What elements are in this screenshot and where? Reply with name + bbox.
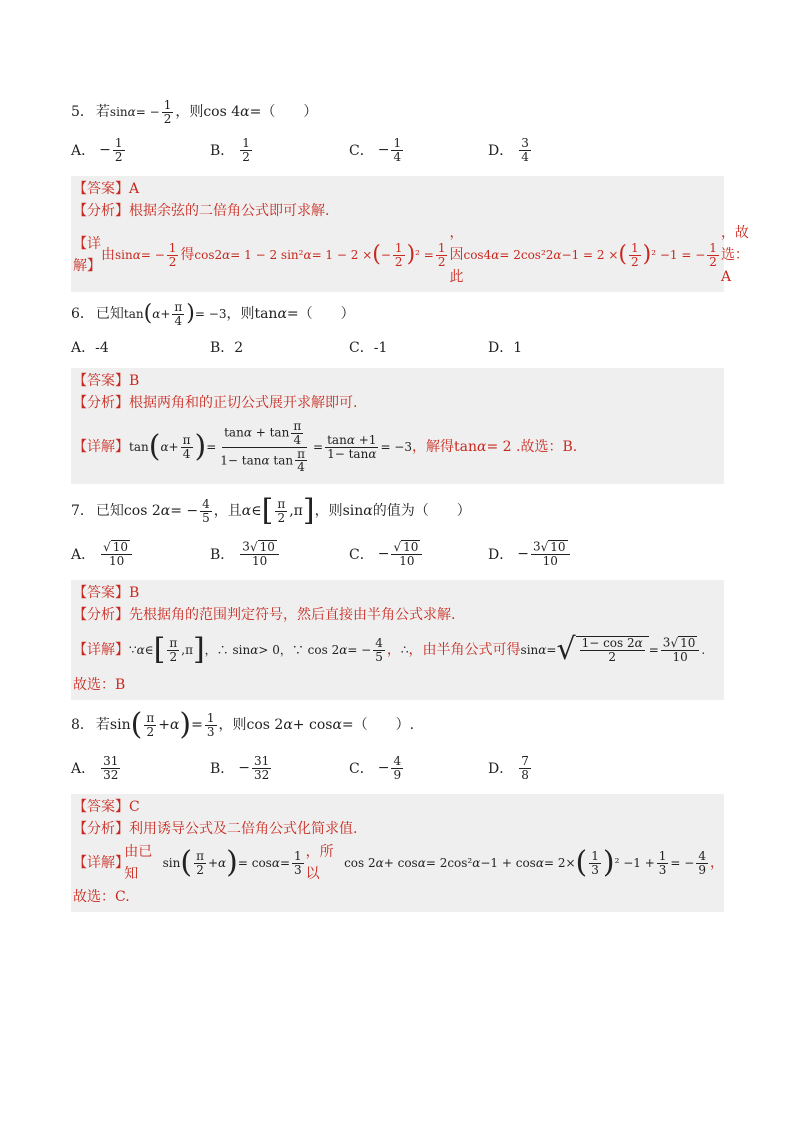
option-d: D． $\frac{3}{4}$ xyxy=(488,135,529,164)
answer-line xyxy=(73,178,724,200)
answer-label: 【答案】 xyxy=(73,181,129,197)
analysis-line xyxy=(73,200,724,222)
detail-line: 【详解】 由已知 sin ( $\frac{\pi}{2}$ + α ) = cos α = $\frac{1}{3}$ ，所以 cos 2 α + cos α = 2cos² α −1 + cos α = 2× ( $\frac{1}{3}$ ) ² −1 + $\frac{1}{3}$ = − $\frac{4}{9}$ ， xyxy=(73,844,724,882)
question-text: （ ） xyxy=(298,306,355,322)
option-c: C． − √ 10 10 xyxy=(349,540,488,567)
analysis-text: 根据余弦的二倍角公式即可求解. xyxy=(129,203,330,219)
detail-line: 【详解】 ∵ α ∈ [ $\frac{\pi}{2}$ ,π ] ，∴ sin α > 0，∵ cos 2 α = − $\frac{4}{5}$ ， ∴ ，由半角公式可得 sin α = √ $\frac{1- \cos 2\alpha}{2}$ = 3√ 10 10 . xyxy=(73,632,706,667)
option-b: B．2 xyxy=(210,340,244,356)
answer-line xyxy=(73,582,724,604)
option-d: D． − 3√ 10 10 xyxy=(488,540,627,567)
question-number: 7． xyxy=(71,503,94,519)
conclude-line xyxy=(73,886,724,908)
analysis-text: 根据两角和的正切公式展开求解即可. xyxy=(129,395,358,411)
formula: sin α xyxy=(342,503,373,519)
analysis-label: 【分析】 xyxy=(73,607,129,623)
answer-label: 【答案】 xyxy=(73,373,129,389)
option-d: D． $\frac{7}{8}$ xyxy=(488,753,529,782)
question-text: ，则 xyxy=(226,306,255,322)
question-text: 的值为（ ） xyxy=(372,503,471,519)
formula: tan α = 2 . xyxy=(454,439,521,455)
options xyxy=(71,330,724,364)
option-c: C．-1 xyxy=(349,340,388,356)
question-text: ，则 xyxy=(218,717,247,733)
question-text: 已知 xyxy=(95,503,124,519)
question-text: 已知 xyxy=(95,306,124,322)
option-b: B． $\frac{1}{2}$ xyxy=(210,135,250,164)
solution-8 xyxy=(71,794,724,912)
detail-label: 【详解】 xyxy=(73,855,129,871)
formula: sin ( $\frac{\pi}{2}$ + α ) = cos α = $\frac{1}{3}$ xyxy=(162,845,302,880)
formula: cos 2 α = − $\frac{4}{5}$ xyxy=(123,496,210,525)
option-d: D．1 xyxy=(488,340,523,356)
analysis-label: 【分析】 xyxy=(73,203,129,219)
options xyxy=(71,128,724,172)
answer-value: B xyxy=(129,373,140,389)
question-6 xyxy=(71,300,724,328)
option-a: A． √ 10 10 xyxy=(71,540,210,567)
answer-line xyxy=(73,370,724,392)
answer-label: 【答案】 xyxy=(73,585,129,601)
option-a: A．-4 xyxy=(71,340,109,356)
conclude-line xyxy=(73,674,724,696)
answer-label: 【答案】 xyxy=(73,799,129,815)
page xyxy=(71,97,749,912)
analysis-line xyxy=(73,604,724,626)
formula: α ∈ [ $\frac{\pi}{2}$ ,π ] xyxy=(241,493,315,528)
formula: sin α = − $\frac{1}{2}$ xyxy=(109,97,172,126)
formula: cos4 α = 2cos²2 α −1 = 2 × ( $\frac{1}{2}$ ) ² −1 = − $\frac{1}{2}$ xyxy=(463,240,717,269)
analysis-text: 利用诱导公式及二倍角公式化简求值. xyxy=(129,821,358,837)
detail-line: 【详解】 tan ( α + $\frac{\pi}{4}$ ) = tanα + tan $\frac{\pi}{4}$ 1− tanα tan $\frac{\pi}{4}$ = $\frac{\tan\alpha +1}{1- \tan\alpha}$ = −3 ，解得 tan α = 2 . 故选：B. xyxy=(73,419,578,475)
formula: tan ( α + $\frac{\pi}{4}$ ) = tanα + tan $\frac{\pi}{4}$ 1− tanα tan $\frac{\pi}{4}$ = $\frac{\tan\alpha +1}{1- \tan\alpha}$ = −3 xyxy=(129,419,412,475)
solution-7 xyxy=(71,580,724,700)
answer-value: C xyxy=(129,799,140,815)
formula: sin ( $\frac{\pi}{2}$ + α ) = $\frac{1}{3}$ xyxy=(109,707,215,742)
question-8 xyxy=(71,706,724,744)
question-text: （ ） xyxy=(261,104,318,120)
solution-5 xyxy=(71,176,749,292)
conclude-text: 故选：C. xyxy=(73,889,130,905)
conclude-text: 故选：B xyxy=(73,677,126,693)
answer-value: A xyxy=(129,181,140,197)
analysis-label: 【分析】 xyxy=(73,821,129,837)
option-c: C． − $\frac{4}{9}$ xyxy=(349,753,402,782)
analysis-text: 先根据角的范围判定符号，然后直接由半角公式求解. xyxy=(129,607,456,623)
formula: cos 4 α = xyxy=(203,104,262,120)
detail-line: 【详解】 由 sin α = − $\frac{1}{2}$ 得 cos2 α = 1 − 2 sin² α = 1 − 2 × ( − $\frac{1}{2}$ ) ² = $\frac{1}{2}$ ，因此 cos4 α = 2cos²2 α −1 = 2 × ( $\frac{1}{2}$ ) ² −1 = − $\frac{1}{2}$ ，故选：A xyxy=(73,225,749,285)
question-text: ，则 xyxy=(314,503,343,519)
question-text: ，且 xyxy=(213,503,242,519)
options xyxy=(71,746,724,790)
detail-label: 【详解】 xyxy=(73,642,129,658)
analysis-label: 【分析】 xyxy=(73,395,129,411)
detail-label: 【详解】 xyxy=(73,439,129,455)
formula: ∵ α ∈ [ $\frac{\pi}{2}$ ,π ] ，∴ sin α > 0，∵ cos 2 α = − $\frac{4}{5}$ xyxy=(129,632,383,667)
question-text: （ ）. xyxy=(353,717,415,733)
option-a: A． − $\frac{1}{2}$ xyxy=(71,135,123,164)
answer-line xyxy=(73,796,724,818)
question-5 xyxy=(71,98,724,126)
question-text: ，则 xyxy=(175,104,204,120)
options xyxy=(71,532,724,576)
question-number: 5． xyxy=(71,104,94,120)
answer-value: B xyxy=(129,585,140,601)
analysis-line xyxy=(73,818,724,840)
question-text: 若 xyxy=(95,717,110,733)
formula: sin α = − $\frac{1}{2}$ xyxy=(115,240,177,269)
question-7 xyxy=(71,492,724,530)
option-a: A． $\frac{31}{32}$ xyxy=(71,753,119,782)
formula: cos 2 α + cos α = xyxy=(246,717,354,733)
question-number: 6． xyxy=(71,306,94,322)
formula: tan ( α + $\frac{\pi}{4}$ ) = −3 xyxy=(123,299,227,328)
question-text: 若 xyxy=(95,104,110,120)
option-b: B． − $\frac{31}{32}$ xyxy=(210,753,270,782)
formula: cos2 α = 1 − 2 sin² α = 1 − 2 × ( − $\frac{1}{2}$ ) ² = $\frac{1}{2}$ xyxy=(194,240,446,269)
formula: sin α = √ $\frac{1- \cos 2\alpha}{2}$ = 3√ 10 10 . xyxy=(520,632,706,667)
formula: cos 2 α + cos α = 2cos² α −1 + cos α = 2× ( $\frac{1}{3}$ ) ² −1 + $\frac{1}{3}$ = − $\frac{4}{9}$ xyxy=(344,845,706,880)
detail-label: 【详解】 xyxy=(73,236,101,274)
option-c: C． − $\frac{1}{4}$ xyxy=(349,135,402,164)
formula: tan α = xyxy=(254,306,299,322)
solution-6 xyxy=(71,368,724,484)
question-number: 8． xyxy=(71,717,94,733)
option-b: B． 3√ 10 10 xyxy=(210,540,349,567)
analysis-line xyxy=(73,392,724,414)
